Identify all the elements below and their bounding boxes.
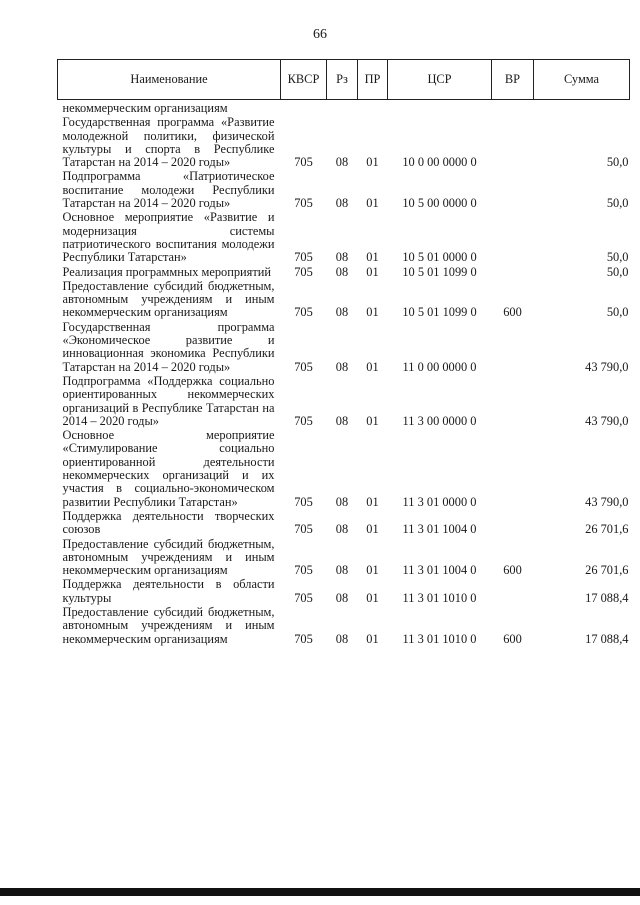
cell-sum: 43 790,0 <box>585 494 629 509</box>
column-header-pr: ПР <box>358 60 388 100</box>
page-bottom-border <box>0 888 640 896</box>
table-row <box>58 321 630 375</box>
cell-sum: 50,0 <box>606 155 629 170</box>
table-row <box>58 375 630 429</box>
cell-kvsr: 705 <box>294 359 313 374</box>
cell-name: некоммерческим организациям <box>62 101 228 115</box>
cell-rz: 08 <box>335 264 349 279</box>
cell-rz: 08 <box>335 413 349 428</box>
cell-rz: 08 <box>335 250 349 265</box>
cell-kvsr: 705 <box>294 522 313 537</box>
cell-vr: 600 <box>503 305 522 320</box>
cell-rz: 08 <box>335 155 349 170</box>
table-row <box>58 100 630 117</box>
column-header-sum: Сумма <box>534 60 630 100</box>
table-row <box>58 578 630 606</box>
cell-sum: 17 088,4 <box>585 631 629 646</box>
cell-name: Предоставление субсидий бюджетным, автономным учреждениям и иным некоммерческим организациям <box>62 536 275 578</box>
table-row <box>58 116 630 170</box>
cell-pr: 01 <box>366 631 379 646</box>
cell-pr: 01 <box>366 196 379 211</box>
cell-vr <box>492 266 534 280</box>
cell-vr <box>492 321 534 375</box>
cell-sum: 26 701,6 <box>585 563 629 578</box>
cell-kvsr: 705 <box>294 155 313 170</box>
cell-kvsr: 705 <box>294 264 313 279</box>
cell-csr: 10 0 00 0000 0 <box>402 155 477 170</box>
cell-kvsr: 705 <box>294 413 313 428</box>
cell-csr: 10 5 01 1099 0 <box>402 264 477 279</box>
cell-csr: 10 5 01 1099 0 <box>402 305 477 320</box>
cell-rz: 08 <box>335 563 349 578</box>
cell-rz: 08 <box>335 196 349 211</box>
cell-sum <box>534 100 630 117</box>
column-header-kvsr: КВСР <box>281 60 327 100</box>
cell-sum: 50,0 <box>606 250 629 265</box>
cell-vr <box>492 375 534 429</box>
cell-csr: 10 5 01 0000 0 <box>402 250 477 265</box>
cell-kvsr: 705 <box>294 250 313 265</box>
table-row <box>58 266 630 280</box>
cell-vr: 600 <box>503 631 522 646</box>
table-row <box>58 429 630 510</box>
table-body <box>58 100 630 647</box>
table-row <box>58 510 630 538</box>
cell-name: Государственная программа «Экономическое развитие и инновационная экономика Республики Татарстан на 2014 – 2020 годы» <box>62 319 275 374</box>
cell-rz: 08 <box>335 590 349 605</box>
cell-name: Подпрограмма «Поддержка социально ориентированных некоммерческих организаций в Республике Татарстан на 2014 – 2020 годы» <box>62 373 275 428</box>
cell-sum: 17 088,4 <box>585 590 629 605</box>
table-row <box>58 606 630 647</box>
cell-name: Предоставление субсидий бюджетным, автономным учреждениям и иным некоммерческим организациям <box>62 604 275 646</box>
cell-sum: 50,0 <box>606 264 629 279</box>
cell-pr: 01 <box>366 264 379 279</box>
cell-name: Государственная программа «Развитие молодежной политики, физической культуры и спорта в Республике Татарстан на 2014 – 2020 годы» <box>62 115 275 170</box>
cell-pr: 01 <box>366 413 379 428</box>
cell-rz: 08 <box>335 522 349 537</box>
cell-csr: 11 3 01 1010 0 <box>402 631 477 646</box>
cell-csr: 11 3 01 1004 0 <box>402 522 477 537</box>
column-header-name: Наименование <box>58 60 281 100</box>
cell-kvsr: 705 <box>294 196 313 211</box>
cell-rz <box>327 100 358 117</box>
cell-csr: 11 3 01 1004 0 <box>402 563 477 578</box>
cell-kvsr: 705 <box>294 590 313 605</box>
cell-pr: 01 <box>366 155 379 170</box>
cell-pr: 01 <box>366 250 379 265</box>
cell-rz: 08 <box>335 631 349 646</box>
cell-pr <box>358 100 388 117</box>
cell-pr: 01 <box>366 494 379 509</box>
table-row <box>58 170 630 211</box>
table-row <box>58 538 630 579</box>
cell-name: Реализация программных мероприятий <box>62 264 272 279</box>
cell-kvsr: 705 <box>294 305 313 320</box>
cell-kvsr: 705 <box>294 494 313 509</box>
cell-pr: 01 <box>366 590 379 605</box>
cell-vr: 600 <box>503 563 522 578</box>
cell-csr: 11 3 01 0000 0 <box>402 494 477 509</box>
table-header <box>58 60 630 100</box>
column-header-csr: ЦСР <box>388 60 492 100</box>
cell-pr: 01 <box>366 305 379 320</box>
cell-rz: 08 <box>335 494 349 509</box>
cell-pr: 01 <box>366 522 379 537</box>
cell-sum: 43 790,0 <box>585 359 629 374</box>
cell-name: Поддержка деятельности в области культуры <box>62 577 275 605</box>
cell-kvsr: 705 <box>294 563 313 578</box>
cell-csr: 11 3 01 1010 0 <box>402 590 477 605</box>
table-row <box>58 280 630 321</box>
cell-pr: 01 <box>366 563 379 578</box>
cell-name: Подпрограмма «Патриотическое воспитание молодежи Республики Татарстан на 2014 – 2020 годы» <box>62 169 275 211</box>
cell-csr <box>388 100 492 117</box>
cell-vr <box>492 211 534 265</box>
cell-sum: 43 790,0 <box>585 413 629 428</box>
cell-name: Предоставление субсидий бюджетным, автономным учреждениям и иным некоммерческим организациям <box>62 278 275 320</box>
cell-kvsr: 705 <box>294 631 313 646</box>
cell-vr <box>492 510 534 538</box>
budget-table <box>57 59 630 647</box>
table-row <box>58 211 630 265</box>
cell-vr <box>492 100 534 117</box>
column-header-vr: ВР <box>492 60 534 100</box>
cell-csr: 11 0 00 0000 0 <box>402 359 477 374</box>
cell-name: Поддержка деятельности творческих союзов <box>62 508 275 537</box>
page-number: 66 <box>313 27 327 42</box>
cell-rz: 08 <box>335 359 349 374</box>
cell-pr: 01 <box>366 359 379 374</box>
cell-sum: 50,0 <box>606 305 629 320</box>
cell-sum: 26 701,6 <box>585 522 629 537</box>
cell-vr <box>492 578 534 606</box>
cell-csr: 10 5 00 0000 0 <box>402 196 477 211</box>
cell-name: Основное мероприятие «Стимулирование социально ориентированной деятельности некоммерческих организаций и их участия в социально-экономическом развитии Республики Татарстан» <box>62 428 275 509</box>
column-header-rz: Рз <box>327 60 358 100</box>
cell-rz: 08 <box>335 305 349 320</box>
cell-vr <box>492 429 534 510</box>
cell-vr <box>492 116 534 170</box>
cell-name: Основное мероприятие «Развитие и модернизация системы патриотического воспитания молодежи Республики Татарстан» <box>62 210 275 265</box>
cell-kvsr <box>281 100 327 117</box>
cell-vr <box>492 170 534 211</box>
cell-sum: 50,0 <box>606 196 629 211</box>
cell-csr: 11 3 00 0000 0 <box>402 413 477 428</box>
